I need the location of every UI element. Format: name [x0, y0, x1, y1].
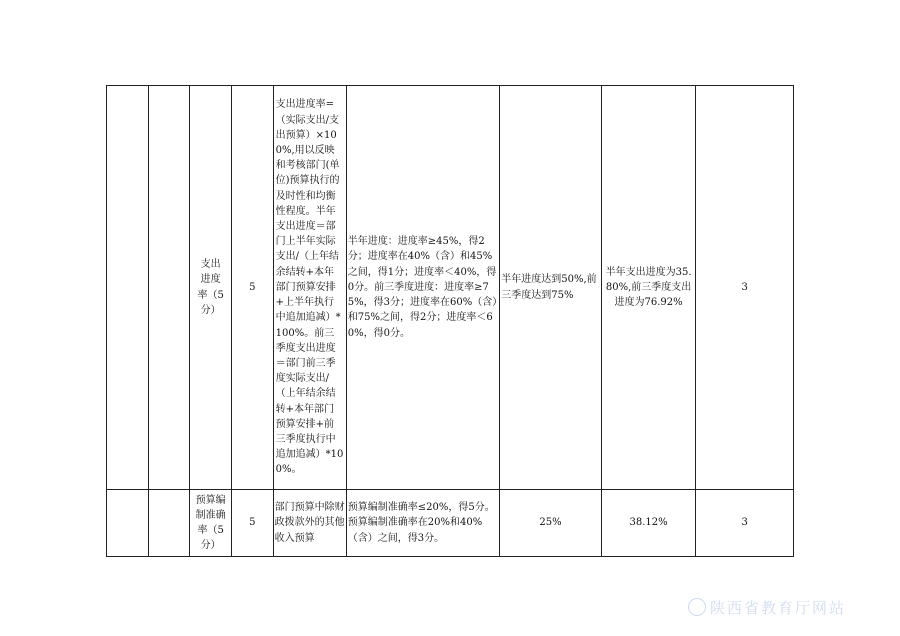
method-cell: [273, 86, 346, 490]
table-row: [107, 490, 794, 557]
watermark-text: 陕西省教育厅网站: [709, 599, 846, 617]
indicator-label: 支出进度率（5分）: [197, 259, 224, 316]
standard-text: 预算编制准确率≤20%，得5分。预算编制准确率在20%和40%（含）之间，得3分。: [347, 502, 495, 544]
weight-value: 5: [249, 281, 256, 293]
target-cell: [500, 490, 602, 557]
indicator-label: 预算编制准确率（5分）: [195, 494, 226, 552]
weight-value: 5: [249, 517, 256, 529]
indicator-cell: [190, 490, 232, 557]
target-text: 25%: [539, 517, 562, 529]
standard-text: 半年进度：进度率≥45%，得2分；进度率在40%（含）和45%之间，得1分；进度率＜40%，得0分。前三季度进度：进度率≥75%，得3分；进度率在60%（含）和75%之间，得2分；进度率＜60%，得0分。: [347, 236, 498, 339]
empty-cell: [148, 86, 190, 490]
method-text: 支出进度率=（实际支出/支出预算）×100%,用以反映和考核部门(单位)预算执行的及时性和均衡性程度。半年支出进度＝部门上半年实际支出/（上年结余结转+本年部门预算安排+上半年执行中追加追减）*100%。前三季度支出进度＝部门前三季度实际支出/（上年结余结转+本年部门预算安排+前三季度执行中追加追减）*100%。: [275, 99, 344, 476]
weight-cell: [231, 86, 273, 490]
score-cell: [696, 86, 794, 490]
actual-cell: [601, 86, 696, 490]
actual-cell: [601, 490, 696, 557]
watermark-logo-icon: [688, 598, 706, 616]
method-text: 部门预算中除财政拨款外的其他收入预算: [274, 502, 345, 544]
empty-cell: [107, 490, 149, 557]
weight-cell: [231, 490, 273, 557]
target-text: 半年进度达到50%,前三季度达到75%: [501, 274, 597, 301]
watermark: [688, 597, 846, 618]
method-cell: [273, 490, 346, 557]
score-cell: [696, 490, 794, 557]
evaluation-table: [106, 85, 794, 557]
target-cell: [500, 86, 602, 490]
table-row: [107, 86, 794, 490]
standard-cell: [346, 86, 499, 490]
standard-cell: [346, 490, 499, 557]
actual-text: 半年支出进度为35.80%,前三季度支出进度为76.92%: [605, 266, 692, 309]
score-value: 3: [741, 517, 748, 529]
score-value: 3: [741, 281, 748, 293]
empty-cell: [107, 86, 149, 490]
indicator-cell: [190, 86, 232, 490]
empty-cell: [148, 490, 190, 557]
actual-text: 38.12%: [629, 517, 668, 529]
